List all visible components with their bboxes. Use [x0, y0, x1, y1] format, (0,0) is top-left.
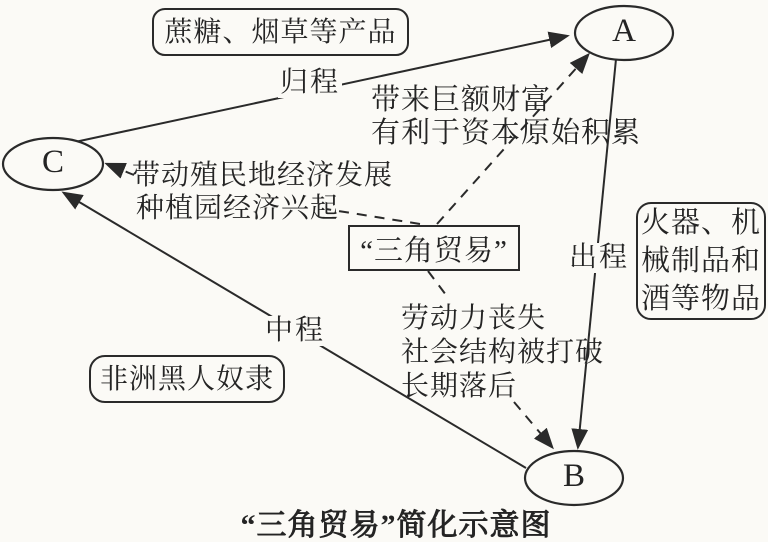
- node-a-label: A: [612, 13, 636, 50]
- effect-on-b-text: [401, 302, 604, 404]
- effect-on-c-text: [132, 159, 393, 225]
- triangular-trade-box: [348, 225, 520, 271]
- return-goods-box: [152, 8, 409, 56]
- effect-on-c-line1: 带动殖民地经济发展: [132, 160, 394, 191]
- route-label-outbound: 出程: [569, 242, 630, 273]
- middle-goods-text: 非洲黑人奴隶: [99, 363, 274, 395]
- effect-on-b-line2: 社会结构被打破: [401, 337, 605, 368]
- node-b-label: B: [562, 458, 586, 495]
- diagram-caption: “三角贸易”简化示意图: [240, 509, 552, 542]
- effect-on-a-text: [371, 84, 641, 150]
- triangular-trade-label: “三角贸易”: [360, 234, 508, 267]
- middle-goods-box: [89, 355, 285, 403]
- outbound-goods-line2: 械制品和: [640, 245, 761, 277]
- route-label-return: 归程: [280, 67, 341, 98]
- effect-on-c-line2: 种植园经济兴起: [136, 193, 340, 224]
- return-goods-text: 蔗糖、烟草等产品: [164, 16, 397, 48]
- effect-on-a-line2: 有利于资本原始积累: [371, 117, 642, 149]
- node-c-label: C: [41, 144, 65, 181]
- route-label-middle: 中程: [265, 315, 326, 346]
- outbound-goods-line3: 酒等物品: [640, 283, 761, 315]
- effect-on-b-line3: 长期落后: [401, 371, 518, 402]
- effect-on-b-line1: 劳动力丧失: [401, 303, 547, 334]
- effect-on-a-line1: 带来巨额财富: [371, 84, 552, 116]
- outbound-goods-box: [636, 202, 766, 320]
- outbound-goods-line1: 火器、机: [640, 207, 761, 239]
